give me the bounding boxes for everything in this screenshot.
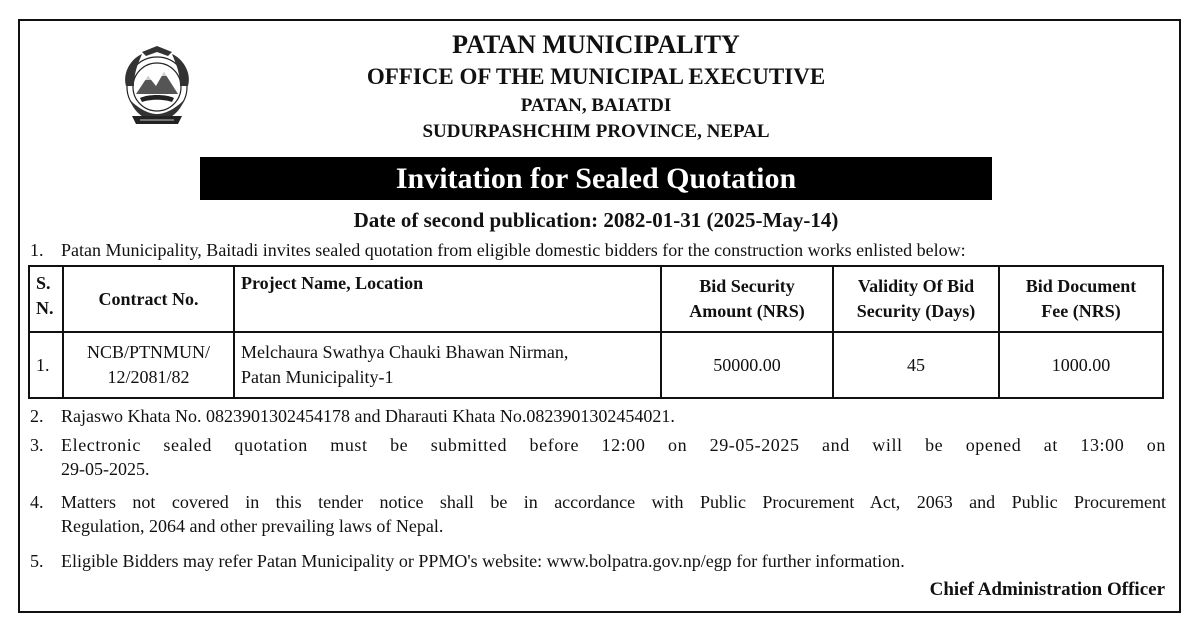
cell-validity: 45	[833, 332, 999, 398]
cell-contract-line2: 12/2081/82	[107, 367, 190, 387]
cell-sn: 1.	[29, 332, 63, 398]
paragraph-text-line2: 29-05-2025.	[61, 459, 150, 479]
paragraph-text: Patan Municipality, Baitadi invites sealed quotation from eligible domestic bidders for the construction works enlisted below:	[61, 240, 966, 260]
col-validity-line2: Security (Days)	[856, 301, 976, 321]
paragraph-text-line1: Matters not covered in this tender notice shall be in accordance with Public Procurement Act, 2063 and Public Procurement	[61, 492, 1166, 512]
col-bid-security	[661, 266, 833, 332]
paragraph-number: 3.	[30, 435, 44, 455]
col-document-fee	[999, 266, 1163, 332]
col-sn	[29, 266, 63, 332]
col-document-fee-line1: Bid Document	[1025, 276, 1137, 296]
paragraph-4	[30, 490, 1166, 538]
cell-project	[234, 332, 661, 398]
paragraph-2	[30, 404, 1166, 428]
contracts-table	[28, 265, 1164, 399]
paragraph-text: Eligible Bidders may refer Patan Municipality or PPMO's website: www.bolpatra.gov.np/egp for further information.	[61, 551, 905, 571]
col-project: Project Name, Location	[234, 266, 661, 332]
col-bid-security-line2: Amount (NRS)	[689, 301, 805, 321]
cell-project-line2: Patan Municipality-1	[241, 367, 394, 387]
paragraph-number: 5.	[30, 551, 44, 571]
col-document-fee-line2: Fee (NRS)	[1041, 301, 1121, 321]
paragraph-number: 2.	[30, 406, 44, 426]
notice-title-banner	[200, 157, 992, 200]
publication-date: Date of second publication: 2082-01-31 (2025-May-14)	[353, 208, 839, 232]
col-bid-security-line1: Bid Security	[699, 276, 795, 296]
cell-document-fee: 1000.00	[999, 332, 1163, 398]
header-province: SUDURPASHCHIM PROVINCE, NEPAL	[422, 121, 770, 142]
header-location: PATAN, BAIATDI	[520, 95, 672, 116]
paragraph-number: 1.	[30, 240, 44, 260]
notice-title: Invitation for Sealed Quotation	[395, 161, 797, 195]
cell-bid-security: 50000.00	[661, 332, 833, 398]
paragraph-text-line1: Electronic sealed quotation must be submitted before 12:00 on 29-05-2025 and will be opened at 13:00 on	[61, 435, 1166, 455]
paragraph-5	[30, 549, 1166, 573]
table-row	[29, 332, 1163, 398]
paragraph-text-line2: Regulation, 2064 and other prevailing laws of Nepal.	[61, 516, 444, 536]
paragraph-3	[30, 433, 1166, 481]
col-validity	[833, 266, 999, 332]
header-office: OFFICE OF THE MUNICIPAL EXECUTIVE	[366, 64, 826, 89]
cell-project-line1: Melchaura Swathya Chauki Bhawan Nirman,	[241, 342, 569, 362]
paragraph-1	[30, 238, 1166, 262]
table-header-row	[29, 266, 1163, 332]
col-sn-line1: S.	[36, 273, 51, 293]
paragraph-text: Rajaswo Khata No. 0823901302454178 and Dharauti Khata No.0823901302454021.	[61, 406, 675, 426]
col-sn-line2: N.	[36, 298, 54, 318]
signatory-title: Chief Administration Officer	[929, 579, 1165, 600]
col-contract: Contract No.	[63, 266, 234, 332]
header-municipality: PATAN MUNICIPALITY	[452, 30, 740, 59]
cell-contract	[63, 332, 234, 398]
cell-contract-line1: NCB/PTNMUN/	[86, 342, 211, 362]
paragraph-number: 4.	[30, 492, 44, 512]
col-validity-line1: Validity Of Bid	[857, 276, 975, 296]
